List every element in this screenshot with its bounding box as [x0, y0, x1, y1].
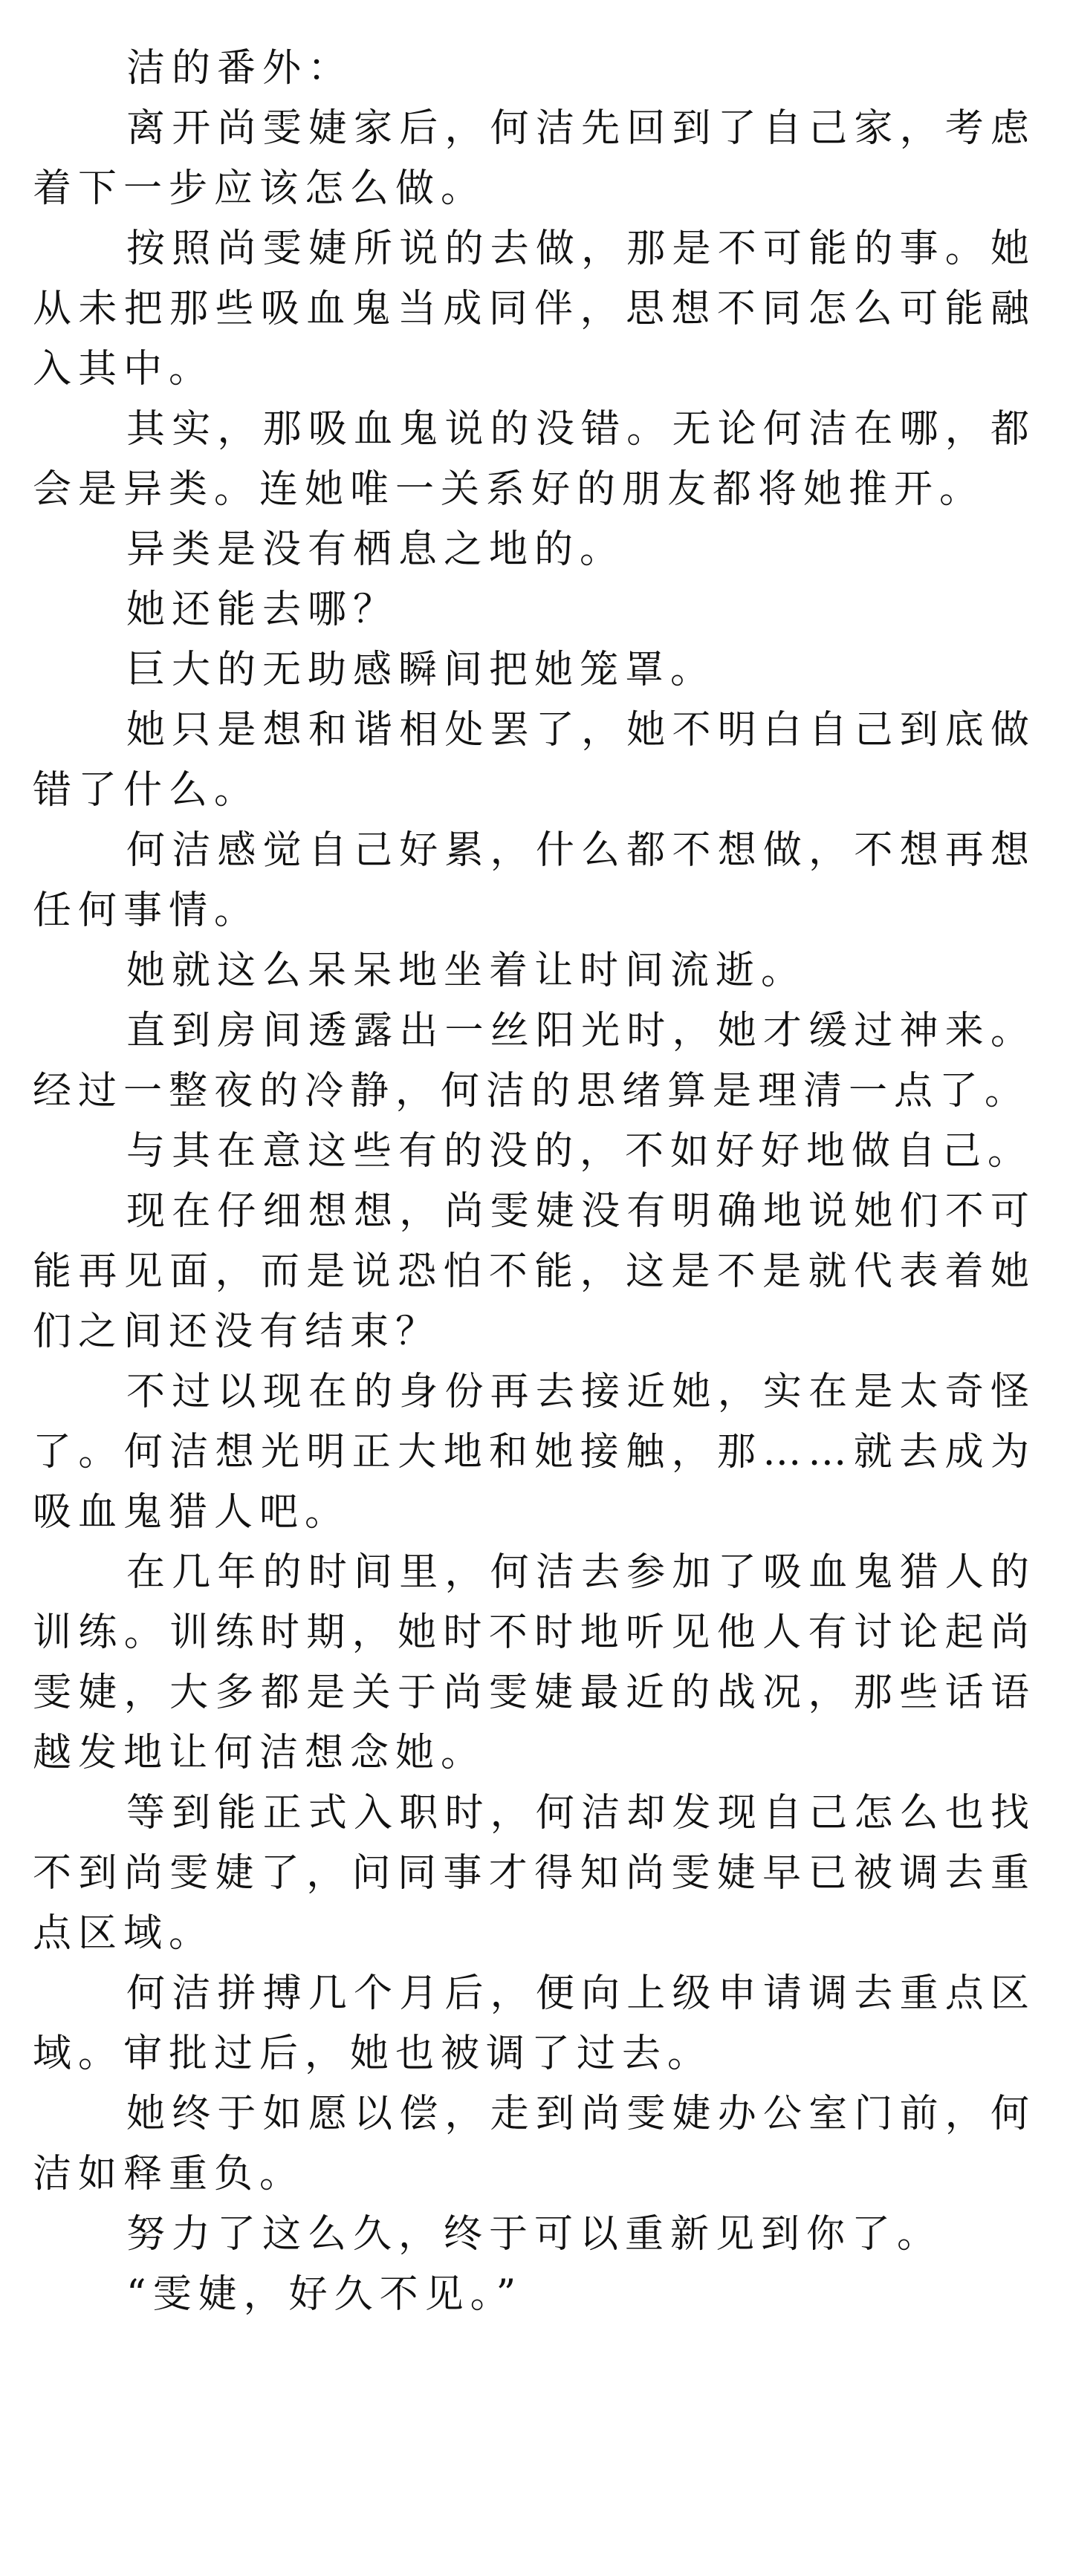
paragraph: 她还能去哪？: [126, 588, 399, 632]
paragraph: 她终于如愿以偿，走到尚雯婕办公室门前，何洁如释重负。: [33, 2092, 1036, 2196]
document-title: 洁的番外：: [126, 46, 354, 91]
paragraph: 离开尚雯婕家后，何洁先回到了自己家，考虑着下一步应该怎么做。: [33, 106, 1036, 211]
paragraph: 异类是没有栖息之地的。: [126, 527, 626, 572]
paragraph: 按照尚雯婕所说的去做，那是不可能的事。她从未把那些吸血鬼当成同伴，思想不同怎么可能融入其中。: [33, 227, 1036, 391]
paragraph: 与其在意这些有的没的，不如好好地做自己。: [126, 1129, 1034, 1174]
document-body: [33, 39, 1036, 2325]
paragraph: 现在仔细想想，尚雯婕没有明确地说她们不可能再见面，而是说恐怕不能，这是不是就代表着她们之间还没有结束？: [33, 1189, 1036, 1354]
paragraph: 不过以现在的身份再去接近她，实在是太奇怪了。何洁想光明正大地和她接触，那……就去成为吸血鬼猎人吧。: [33, 1370, 1036, 1535]
paragraph: 她只是想和谐相处罢了，她不明白自己到底做错了什么。: [33, 708, 1036, 813]
paragraph: 何洁拼搏几个月后，便向上级申请调去重点区域。审批过后，她也被调了过去。: [33, 1971, 1036, 2076]
paragraph: 何洁感觉自己好累，什么都不想做，不想再想任何事情。: [33, 828, 1036, 933]
paragraph: 巨大的无助感瞬间把她笼罩。: [126, 648, 716, 692]
paragraph: 她就这么呆呆地坐着让时间流逝。: [126, 949, 807, 993]
paragraph: 在几年的时间里，何洁去参加了吸血鬼猎人的训练。训练时期，她时不时地听见他人有讨论起尚雯婕，大多都是关于尚雯婕最近的战况，那些话语越发地让何洁想念她。: [33, 1550, 1036, 1775]
paragraph: 直到房间透露出一丝阳光时，她才缓过神来。经过一整夜的冷静，何洁的思绪算是理清一点了。: [33, 1009, 1036, 1113]
paragraph: 其实，那吸血鬼说的没错。无论何洁在哪，都会是异类。连她唯一关系好的朋友都将她推开。: [33, 407, 1036, 512]
paragraph: “雯婕，好久不见。”: [126, 2272, 523, 2317]
paragraph: 努力了这么久，终于可以重新见到你了。: [126, 2212, 943, 2257]
paragraph: 等到能正式入职时，何洁却发现自己怎么也找不到尚雯婕了，问同事才得知尚雯婕早已被调去重点区域。: [33, 1791, 1036, 1956]
